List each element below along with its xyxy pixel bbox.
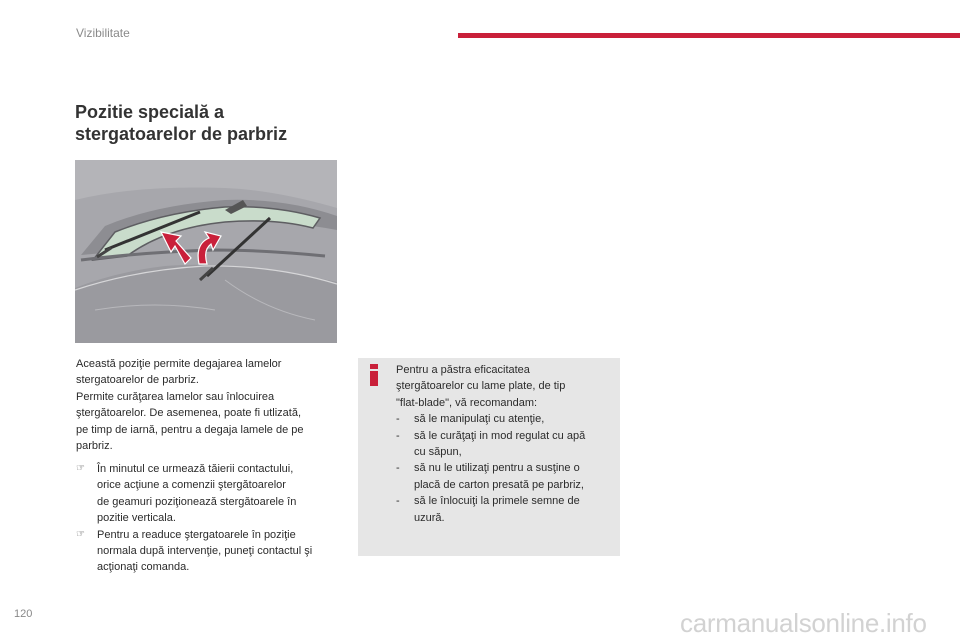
info-intro-line: "flat-blade", vă recomandam: [396,396,538,409]
intro-line: Permite curăţarea lamelor sau înlocuirea [76,390,275,403]
instruction-item: ☞ Pentru a readuce ştergatoarele în poziţie normala după intervenţie, puneţi contactul şi acţionaţi comanda. [76,528,313,574]
intro-paragraph [76,356,338,454]
watermark-text[interactable]: carmanualsonline.info [680,608,927,638]
header-accent-rule [458,33,960,38]
instruction-list [76,461,351,576]
info-icon [367,364,381,386]
intro-line: parbriz. [76,440,113,453]
page-heading [75,101,287,145]
page-number: 120 [14,608,33,620]
pointer-hand-icon: ☞ [76,463,85,474]
windscreen-wiper-illustration [75,160,337,343]
recommendation-item: - să le înlocuiţi la primele semne de uzură. [396,495,580,524]
pointer-hand-icon: ☞ [76,528,85,540]
intro-line: Această poziţie permite degajarea lamelor [76,358,282,370]
recommendation-item: - să le manipulaţi cu atenţie, [396,413,545,426]
heading-line-2: stergatoarelor de parbriz [75,124,288,144]
intro-line: stergatoarelor de parbriz. [76,374,199,387]
section-title: Vizibilitate [76,26,130,40]
info-intro-line: Pentru a păstra eficacitatea [396,364,530,376]
wiper-drawing [75,160,337,343]
info-intro-line: ştergătoarelor cu lame plate, de tip [396,380,566,393]
instruction-item: ☞ În minutul ce urmează tăierii contactului, orice acţiune a comenzii ştergătoarelor de geamuri poziţionează stergătoarele în pozitie verticala. [76,463,297,525]
heading-line-1: Pozitie specială a [75,102,225,122]
intro-line: ştergătoarelor. De asemenea, poate fi utlizată, [76,407,302,420]
intro-line: pe timp de iarnă, pentru a degaja lamele de pe [76,423,304,436]
info-box [358,358,620,556]
recommendation-item: - să le curăţaţi in mod regulat cu apă cu săpun, [396,429,586,459]
recommendation-item: - să nu le utilizaţi pentru a susţine o placă de carton presată pe parbriz, [396,462,584,491]
info-text [396,362,611,526]
